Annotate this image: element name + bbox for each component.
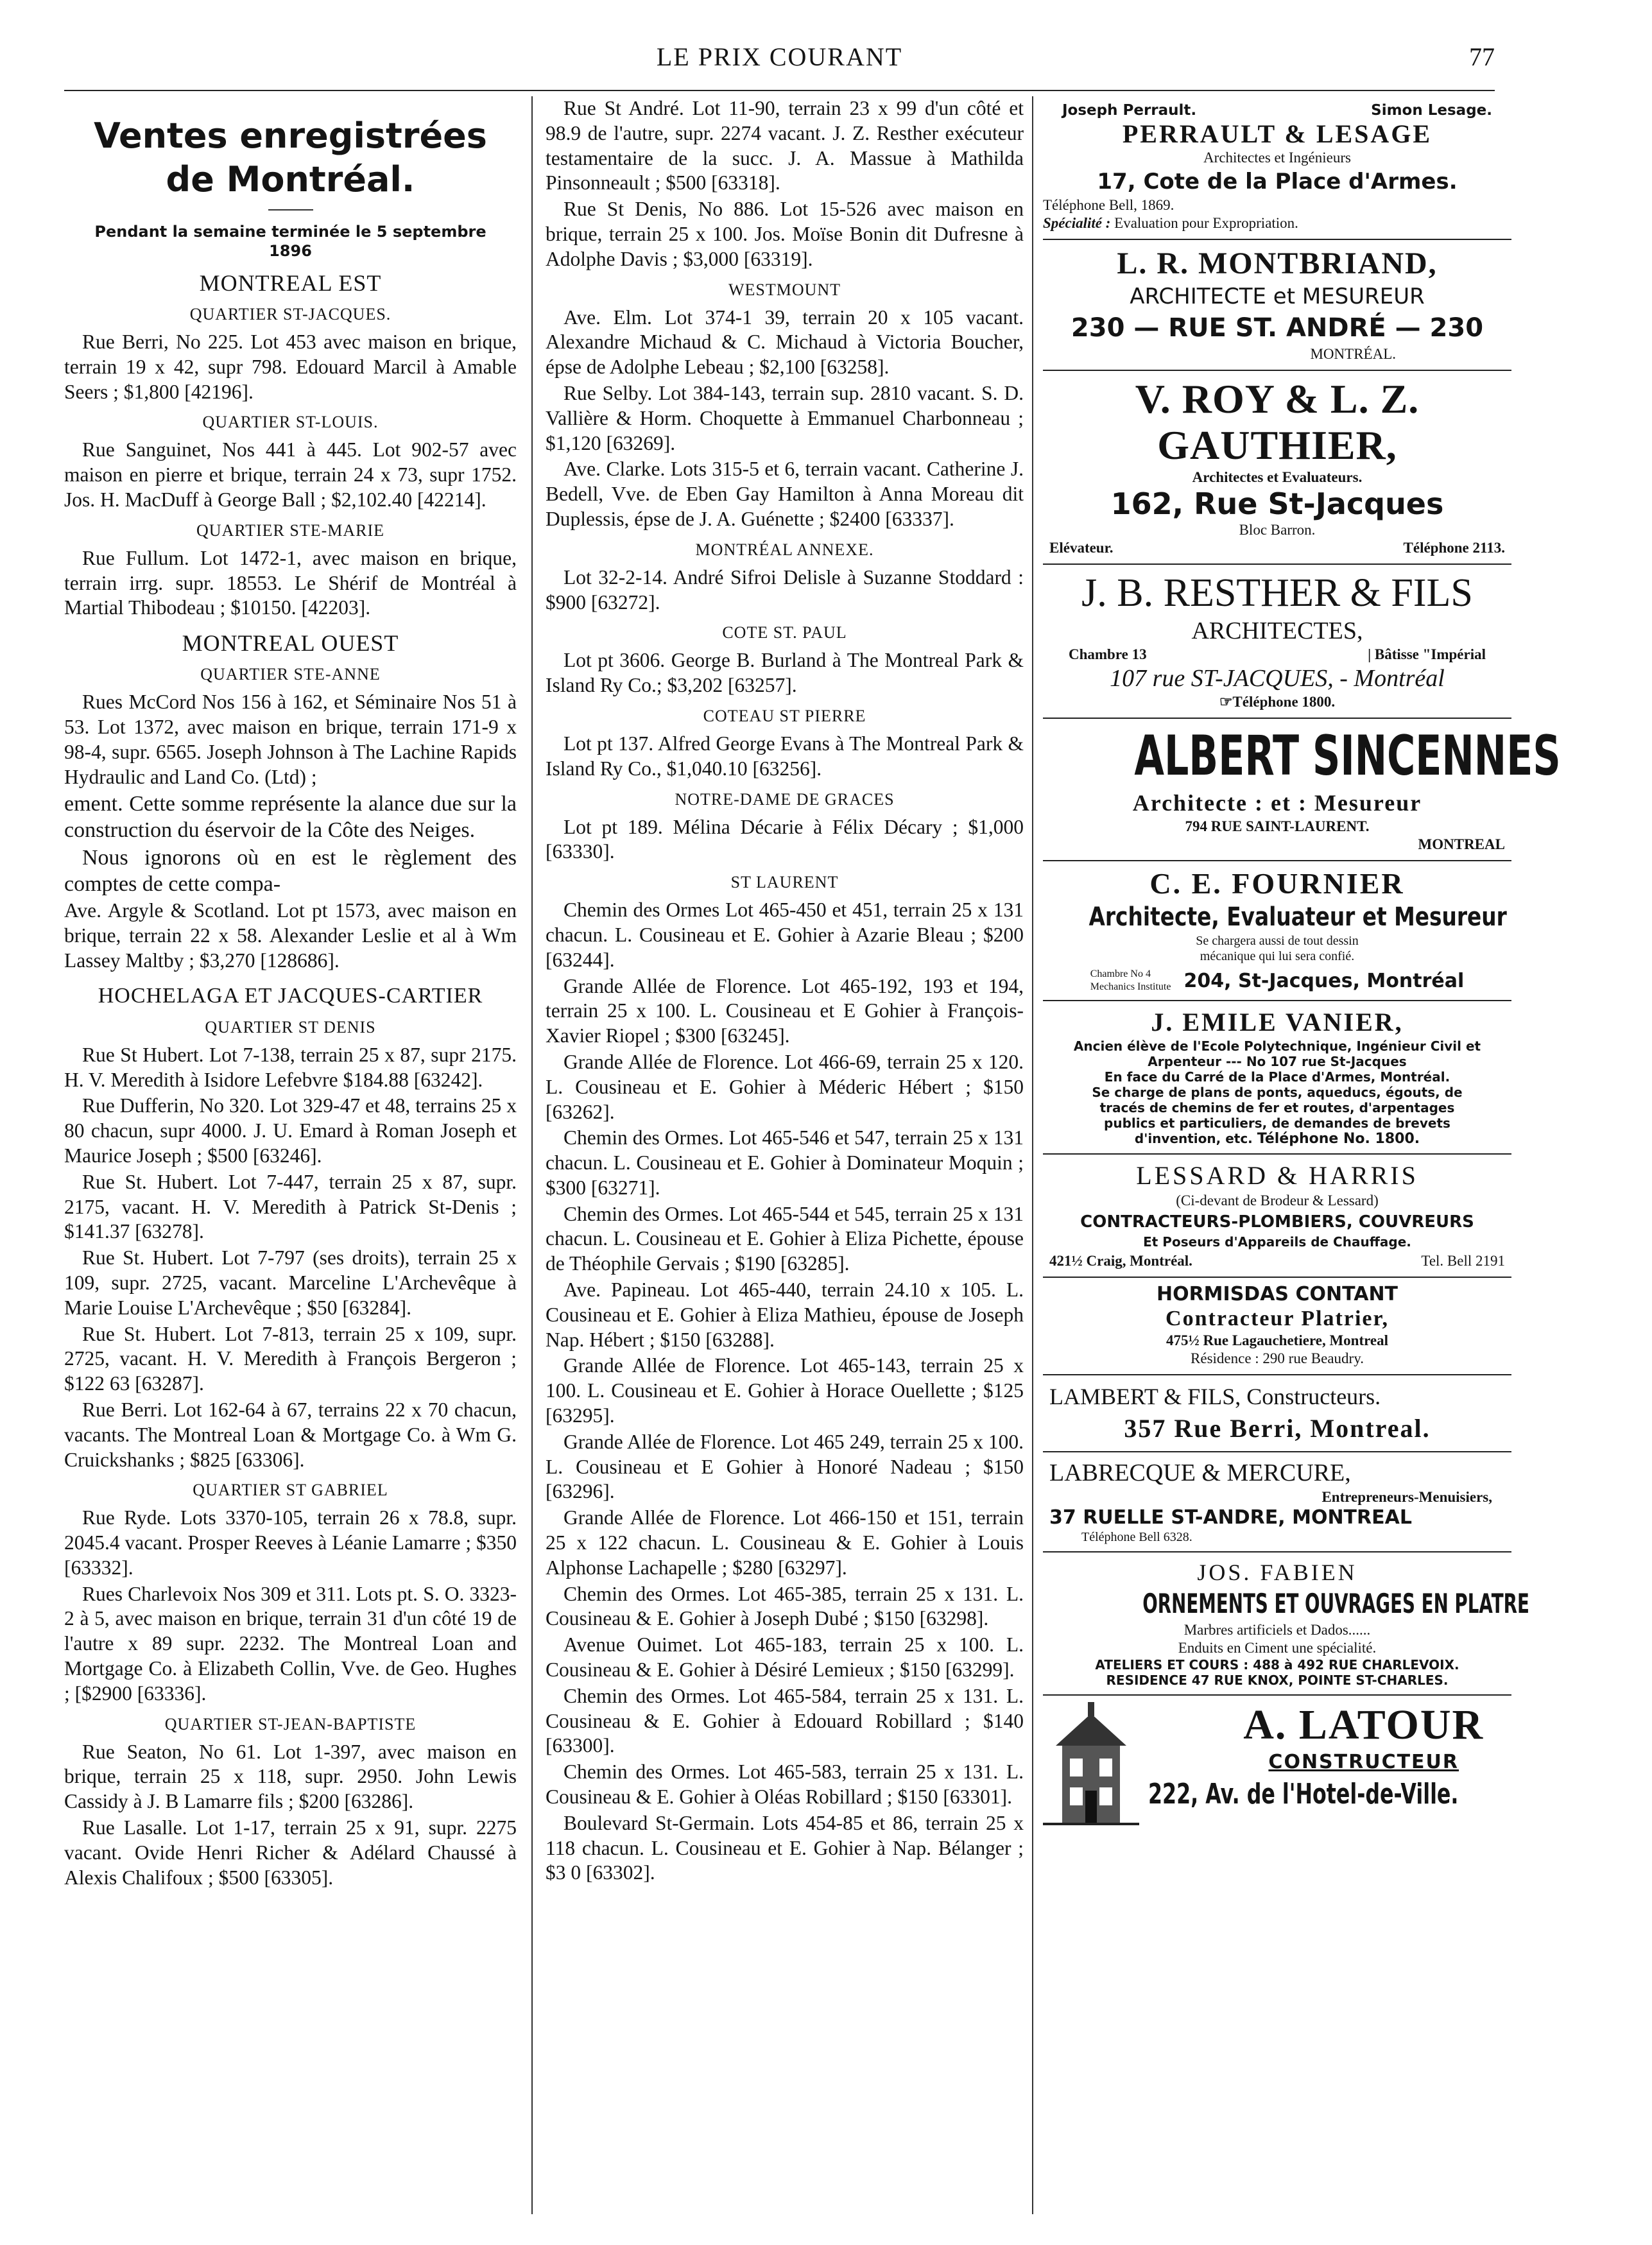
ad-firm-name: A. LATOUR [1243, 1701, 1484, 1748]
ad-firm-name: LESSARD & HARRIS [1136, 1161, 1418, 1190]
quarter-heading: QUARTIER ST-JACQUES. [189, 305, 391, 323]
ad-labrecque [1043, 1452, 1511, 1553]
locality-heading: MONTRÉAL ANNEXE. [695, 540, 874, 559]
quarter-heading: QUARTIER ST DENIS [205, 1017, 376, 1036]
ad-room: Chambre No 4 [1090, 968, 1151, 979]
sale-entry: Lot pt 137. Alfred George Evans à The Montreal Park & Island Ry Co., $1,040.10 [63256]. [546, 732, 1024, 780]
sale-entry: Boulevard St-Germain. Lots 454-85 et 86, terrain 25 x 118 chacun. L. Cousineau et E. Gohier à Nap. Bélanger ; $3 0 [63302]. [546, 1811, 1024, 1884]
ad-role: Architectes et Evaluateurs. [1192, 469, 1363, 485]
ad-resther [1043, 565, 1511, 719]
ad-text-line: Enduits en Ciment une spécialité. [1178, 1640, 1377, 1656]
column-divider-2 [1032, 96, 1033, 2214]
page-number: 77 [1469, 42, 1495, 71]
ad-role: Entrepreneurs-Menuisiers, [1321, 1489, 1492, 1505]
column-2 [546, 96, 1024, 2227]
ad-address: 230 — RUE ST. ANDRÉ — 230 [1071, 313, 1484, 343]
section-title-line-2: de Montréal. [166, 159, 415, 200]
sale-entry: Chemin des Ormes Lot 465-450 et 451, terrain 25 x 131 chacun. L. Cousineau et E. Gohier à Azarie Bleau ; $200 [63244]. [546, 899, 1024, 971]
ad-firm-name: LAMBERT & FILS, Constructeurs. [1049, 1384, 1381, 1409]
ad-firm-name: LABRECQUE & MERCURE, [1049, 1459, 1351, 1486]
ad-role: Architecte, Evaluateur et Mesureur [1088, 902, 1507, 932]
ad-speciality: Evaluation pour Expropriation. [1114, 215, 1298, 231]
quarter-heading: QUARTIER STE-ANNE [200, 665, 381, 684]
ad-address: 421½ Craig, Montréal. [1049, 1253, 1192, 1269]
locality-heading: COTEAU ST PIERRE [703, 706, 866, 725]
ad-firm-name: L. R. MONTBRIAND, [1117, 246, 1438, 280]
sale-entry: Chemin des Ormes. Lot 465-546 et 547, terrain 25 x 131 chacun. L. Cousineau et E. Gohier à Dominateur Moquin ; $300 [63271]. [546, 1126, 1024, 1199]
ad-lessard-harris [1043, 1155, 1511, 1278]
sale-entry: Rue Lasalle. Lot 1-17, terrain 25 x 91, supr. 2275 vacant. Ovide Henri Richer & Adélard Chaussé à Alexis Chalifoux ; $500 [63305]. [64, 1816, 517, 1889]
ad-address: 794 RUE SAINT-LAURENT. [1185, 818, 1370, 834]
ad-city: MONTREAL [1418, 836, 1505, 852]
locality-heading: WESTMOUNT [728, 280, 841, 299]
ad-text-line: En face du Carré de la Place d'Armes, Montréal. [1104, 1069, 1450, 1085]
sale-entry: Lot pt 189. Mélina Décarie à Félix Décary ; $1,000 [63330]. [546, 815, 1024, 863]
subtitle [64, 222, 517, 261]
subtitle-line-1: Pendant la semaine terminée le 5 septembre [94, 223, 486, 241]
ad-role: Architecte : et : Mesureur [1132, 790, 1422, 816]
ad-room: Chambre 13 [1069, 646, 1147, 662]
ad-text-line: Et Poseurs d'Appareils de Chauffage. [1143, 1234, 1411, 1250]
sale-entry: Rues Charlevoix Nos 309 et 311. Lots pt. S. O. 3323-2 à 5, avec maison en brique, terrain 31 d'un côté 19 de l'autre x 89 supr. 2232. The Montreal Loan and Mortgage Co. à Elizabeth Collin, Vve. de Geo. Hughes ; [$2900 [63336]. [64, 1582, 517, 1705]
page-title: LE PRIX COURANT [656, 42, 903, 71]
ad-text-line: Se charge de plans de ponts, aqueducs, égouts, de [1092, 1085, 1463, 1100]
ad-role: CONSTRUCTEUR [1268, 1751, 1459, 1773]
page-header [64, 42, 1495, 80]
sale-entry: Grande Allée de Florence. Lot 466-150 et 151, terrain 25 x 122 chacun. L. Cousineau & E. Gohier à Louis Alphonse Lachapelle ; $280 [63297]. [546, 1506, 1024, 1579]
sale-entry: Chemin des Ormes. Lot 465-385, terrain 25 x 131. L. Cousineau & E. Gohier à Joseph Dubé ; $150 [63298]. [546, 1582, 1024, 1630]
ad-address: 37 RUELLE ST-ANDRE, MONTREAL [1049, 1506, 1412, 1529]
quarter-heading: QUARTIER ST-JEAN-BAPTISTE [164, 1714, 417, 1733]
ad-fabien [1043, 1553, 1529, 1696]
ad-city: MONTRÉAL. [1310, 346, 1396, 362]
sale-entry: Rue Selby. Lot 384-143, terrain sup. 2810 vacant. S. D. Vallière & Horm. Choquette à Emmanuel Charbonneau ; $1,120 [63269]. [546, 381, 1024, 454]
subtitle-line-2: 1896 [269, 242, 312, 260]
sale-entry: Lot 32-2-14. André Sifroi Delisle à Suzanne Stoddard : $900 [63272]. [546, 565, 1024, 614]
ad-text-line: Ancien élève de l'Ecole Polytechnique, Ingénieur Civil et [1073, 1038, 1481, 1054]
ad-text-line: Arpenteur --- No 107 rue St-Jacques [1148, 1054, 1407, 1069]
sale-entry: Ave. Clarke. Lots 315-5 et 6, terrain vacant. Catherine J. Bedell, Vve. de Eben Gay Hamilton à Anna Moreau dit Duplessis, épse de J. A. Guénette ; $2400 [63337]. [546, 458, 1024, 530]
ad-telephone: Téléphone Bell 6328. [1081, 1530, 1192, 1544]
locality-heading: NOTRE-DAME DE GRACES [675, 789, 895, 809]
ad-roy-gauthier [1043, 371, 1511, 565]
ad-telephone: Téléphone No. 1800. [1257, 1131, 1420, 1147]
sale-entry: Rue Ryde. Lots 3370-105, terrain 26 x 78.8, supr. 2045.4 vacant. Prosper Reeves à Léanie Lamarre ; $350 [63332]. [64, 1506, 517, 1579]
sale-entry: Rue St André. Lot 11-90, terrain 23 x 99 d'un côté et 98.9 de l'autre, supr. 2274 vacant. J. Z. Resther exécuteur testamentaire de la succ. J. A. Massue à Mathilda Pinsonneault ; $500 [63318]. [546, 97, 1024, 194]
ad-fournier [1043, 861, 1511, 1001]
ad-firm-name: HORMISDAS CONTANT [1156, 1283, 1398, 1305]
ad-building: Mechanics Institute [1090, 981, 1171, 992]
ad-address: 222, Av. de l'Hotel-de-Ville. [1148, 1778, 1459, 1811]
ad-address: 107 rue ST-JACQUES, - Montréal [1110, 665, 1445, 692]
quarter-heading: QUARTIER STE-MARIE [196, 520, 385, 540]
ad-perrault-lesage [1043, 96, 1511, 240]
column-divider-1 [531, 96, 533, 2214]
sale-entry: Grande Allée de Florence. Lot 466-69, terrain 25 x 120. L. Cousineau et E. Gohier à Méderic Hébert ; $150 [63262]. [546, 1050, 1024, 1123]
sale-entry: Ave. Argyle & Scotland. Lot pt 1573, avec maison en brique, terrain 22 x 58. Alexander Leslie et al à Wm Lassey Maltby ; $3,270 [128686]. [64, 899, 517, 972]
ad-speciality-label: Spécialité : [1043, 215, 1111, 231]
ad-latour [1043, 1696, 1511, 1836]
sale-entry: Rue St Hubert. Lot 7-138, terrain 25 x 87, supr 2175. H. V. Meredith à Isidore Lefebvre $184.88 [63242]. [64, 1043, 517, 1091]
sale-entry: Lot pt 3606. George B. Burland à The Montreal Park & Island Ry Co.; $3,202 [63257]. [546, 649, 1024, 697]
column-1 [64, 96, 517, 2227]
sale-entry: Rue Fullum. Lot 1472-1, avec maison en brique, terrain irrg. supr. 18553. Le Shérif de Montréal à Martial Thibodeau ; $10150. [42203]. [64, 546, 517, 619]
sale-entry: Rue St. Hubert. Lot 7-797 (ses droits), terrain 25 x 109, supr. 2725, vacant. Marceline L'Archevêque à Marie Louise L'Archevêque ; $50 [63284]. [64, 1246, 517, 1319]
ad-montbriand [1043, 240, 1511, 371]
ad-role: Contracteur Platrier, [1166, 1307, 1389, 1330]
sale-entry: Rue St Denis, No 886. Lot 15-526 avec maison en brique, terrain 25 x 100. Jos. Moïse Bonin dit Dufresne à Adolphe Davis ; $3,000 [63319]. [546, 198, 1024, 270]
ad-address: 357 Rue Berri, Montreal. [1124, 1414, 1431, 1443]
ad-text-line: Se chargera aussi de tout dessin [1196, 934, 1359, 948]
locality-heading: COTE ST. PAUL [722, 623, 847, 642]
district-heading: MONTREAL EST [199, 270, 382, 296]
ad-address: 162, Rue St-Jacques [1110, 486, 1444, 521]
ad-residence: Résidence : 290 rue Beaudry. [1191, 1350, 1364, 1366]
ad-previous-name: (Ci-devant de Brodeur & Lessard) [1176, 1192, 1379, 1209]
ad-firm-name: JOS. FABIEN [1197, 1560, 1357, 1585]
ad-address: 17, Cote de la Place d'Armes. [1097, 169, 1458, 194]
district-heading: HOCHELAGA ET JACQUES-CARTIER [98, 983, 483, 1008]
ad-address: 204, St-Jacques, Montréal [1183, 969, 1465, 992]
ad-text-line: mécanique qui lui sera confié. [1200, 949, 1355, 963]
sale-entry: Rue Berri. Lot 162-64 à 67, terrains 22 x 70 chacun, vacants. The Montreal Loan & Mortgage Co. à Wm G. Cruickshanks ; $825 [63306]. [64, 1398, 517, 1471]
sale-entry: Rue Seaton, No 61. Lot 1-397, avec maison en brique, terrain 25 x 118, supr. 2950. John Lewis Cassidy à J. B Lamarre fils ; $200 [63286]. [64, 1740, 517, 1813]
ad-partner-name: Simon Lesage. [1371, 102, 1492, 119]
ad-text-line: tracés de chemins de fer et routes, d'arpentages [1099, 1100, 1455, 1115]
ad-contant [1043, 1278, 1511, 1375]
ad-role: ARCHITECTE et MESUREUR [1130, 284, 1425, 309]
ad-partner-name: Joseph Perrault. [1062, 102, 1197, 119]
ad-vanier [1043, 1001, 1511, 1155]
ad-firm-name: J. EMILE VANIER, [1151, 1008, 1404, 1036]
ad-lambert [1043, 1375, 1511, 1452]
sale-entry: Ave. Elm. Lot 374-1 39, terrain 20 x 105 vacant. Alexandre Michaud & C. Michaud à Victoria Boucher, épse de Adolphe Lebeau ; $2,100 [63258]. [546, 305, 1024, 379]
sale-entry: Ave. Papineau. Lot 465-440, terrain 24.10 x 105. L. Cousineau et E. Gohier à Eliza Mathieu, épouse de Joseph Nap. Hébert ; $150 [63288]. [546, 1278, 1024, 1351]
quarter-heading: QUARTIER ST GABRIEL [193, 1481, 388, 1500]
section-title [64, 114, 517, 202]
sale-entry: Avenue Ouimet. Lot 465-183, terrain 25 x 100. L. Cousineau & E. Gohier à Désiré Lemieux ; $150 [63299]. [546, 1633, 1024, 1682]
ad-telephone: Téléphone Bell, 1869. [1043, 197, 1174, 213]
ad-text-line: publics et particuliers, de demandes de brevets [1104, 1115, 1450, 1131]
ad-firm-name: J. B. RESTHER & FILS [1081, 571, 1473, 615]
ad-building: | Bâtisse "Impérial [1368, 646, 1486, 662]
locality-heading: ST LAURENT [730, 873, 839, 892]
title-rule [268, 209, 313, 211]
sale-entry: Rue Sanguinet, Nos 441 à 445. Lot 902-57 avec maison en pierre et brique, terrain 24 x 73, supr 1752. Jos. H. MacDuff à George Ball ; $2,102.40 [42214]. [64, 438, 517, 511]
pasted-fragment: ement. Cette somme représente la alance due sur la construction du éservoir de la Côte des Neiges. [64, 792, 517, 843]
ad-telephone: Tel. Bell 2191 [1421, 1253, 1505, 1269]
ad-sincennes [1043, 719, 1561, 861]
sale-entry: Chemin des Ormes. Lot 465-584, terrain 25 x 131. L. Cousineau & E. Gohier à Edouard Robillard ; $140 [63300]. [546, 1684, 1024, 1757]
ad-telephone: ☞Téléphone 1800. [1219, 694, 1336, 710]
header-rule [64, 90, 1495, 91]
sale-entry: Grande Allée de Florence. Lot 465-192, 193 et 194, terrain 25 x 100. L. Cousineau et E Gohier à François-Xavier Riopel ; $300 [63245]. [546, 974, 1024, 1047]
sale-entry: Rues McCord Nos 156 à 162, et Séminaire Nos 51 à 53. Lot 1372, avec maison en brique, terrain 171-9 x 98-4, supr. 6565. Joseph Johnson à The Lachine Rapids Hydraulic and Land Co. (Ltd) ; [64, 691, 517, 788]
ad-firm-name: ALBERT SINCENNES [1134, 724, 1561, 788]
sale-entry: Chemin des Ormes. Lot 465-544 et 545, terrain 25 x 131 chacun. L. Cousineau et E. Gohier à Eliza Pichette, épouse de Théophile Gervais ; $190 [63285]. [546, 1202, 1024, 1275]
sale-entry: Rue St. Hubert. Lot 7-447, terrain 25 x 87, supr. 2175, vacant. H. V. Meredith à Patrick St-Denis ; $141.37 [63278]. [64, 1170, 517, 1243]
ad-role: Architectes et Ingénieurs [1203, 150, 1351, 166]
house-engraving-icon [1043, 1701, 1139, 1829]
advertisement-column [1043, 96, 1561, 2227]
ad-building: Bloc Barron. [1239, 522, 1316, 538]
ad-firm-name: V. ROY & L. Z. GAUTHIER, [1135, 376, 1420, 468]
ad-text-line: d'invention, etc. [1134, 1131, 1253, 1146]
sale-entry: Rue St. Hubert. Lot 7-813, terrain 25 x 109, supr. 2725, vacant. H. V. Meredith à François Bergeron ; $122 63 [63287]. [64, 1322, 517, 1395]
ad-address: 475½ Rue Lagauchetiere, Montreal [1166, 1332, 1388, 1348]
ad-text-line: RESIDENCE 47 RUE KNOX, POINTE ST-CHARLES. [1106, 1673, 1449, 1688]
sale-entry: Grande Allée de Florence. Lot 465 249, terrain 25 x 100. L. Cousineau et E Gohier à Honoré Nadeau ; $150 [63296]. [546, 1430, 1024, 1503]
ad-role: ARCHITECTES, [1191, 617, 1363, 644]
ad-telephone: Téléphone 2113. [1403, 540, 1505, 556]
sale-entry: Grande Allée de Florence. Lot 465-143, terrain 25 x 100. L. Cousineau et E. Gohier à Horace Ouellette ; $125 [63295]. [546, 1354, 1024, 1427]
ad-text-line: Marbres artificiels et Dados...... [1183, 1622, 1371, 1638]
ad-text-line: ATELIERS ET COURS : 488 à 492 RUE CHARLEVOIX. [1095, 1657, 1459, 1673]
pasted-fragment: Nous ignorons où en est le règlement des comptes de cette compa- [64, 846, 517, 897]
district-heading: MONTREAL OUEST [182, 630, 399, 657]
quarter-heading: QUARTIER ST-LOUIS. [202, 413, 379, 432]
ad-firm-name: PERRAULT & LESAGE [1122, 119, 1433, 148]
ad-firm-name: C. E. FOURNIER [1149, 867, 1405, 900]
ad-elevator: Elévateur. [1049, 540, 1114, 556]
ad-role: ORNEMENTS ET OUVRAGES EN PLATRE [1142, 1588, 1529, 1619]
section-title-line-1: Ventes enregistrées [94, 116, 487, 156]
ad-role: CONTRACTEURS-PLOMBIERS, COUVREURS [1080, 1212, 1474, 1232]
sale-entry: Rue Dufferin, No 320. Lot 329-47 et 48, terrains 25 x 80 chacun, supr 4000. J. U. Emard à Roman Joseph et Maurice Joseph ; $500 [63246]. [64, 1094, 517, 1167]
sale-entry: Chemin des Ormes. Lot 465-583, terrain 25 x 131. L. Cousineau & E. Gohier à Oléas Robillard ; $150 [63301]. [546, 1760, 1024, 1809]
sale-entry: Rue Berri, No 225. Lot 453 avec maison en brique, terrain 19 x 42, supr 798. Edouard Marcil à Amable Seers ; $1,800 [42196]. [64, 331, 517, 403]
